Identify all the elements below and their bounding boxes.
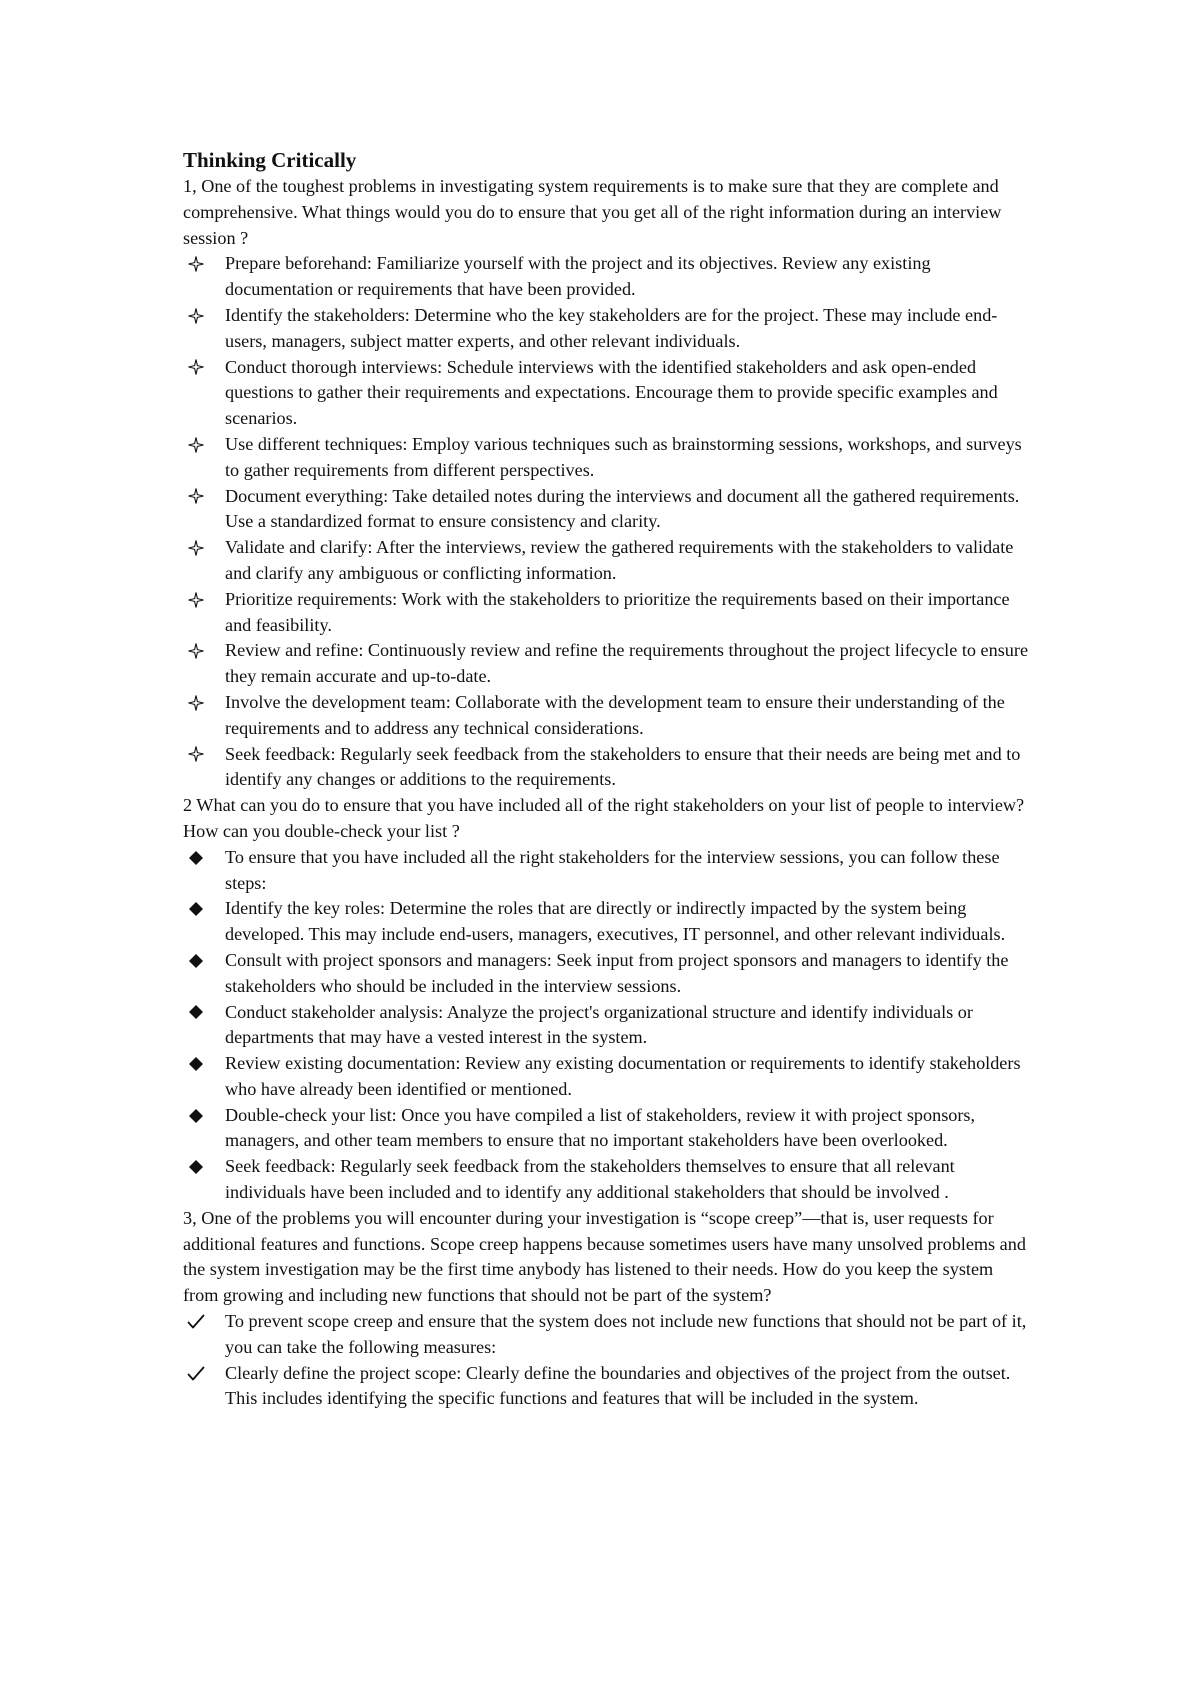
list-item-text: Prioritize requirements: Work with the stakeholders to prioritize the requirements based on their importance and feasibility. (225, 588, 1010, 635)
diamond-icon (185, 1154, 207, 1180)
diamond-icon (185, 896, 207, 922)
list-item (183, 1154, 1033, 1206)
document-title: Thinking Critically (183, 148, 357, 172)
list-item-text: Document everything: Take detailed notes during the interviews and document all the gathered requirements. Use a standardized format to ensure consistency and clarity. (225, 485, 1020, 532)
list-item-text: Seek feedback: Regularly seek feedback from the stakeholders to ensure that their needs are being met and to identify any changes or additions to the requirements. (225, 743, 1021, 790)
list-item (183, 1309, 1033, 1361)
question-2: 2 What can you do to ensure that you have included all of the right stakeholders on your list of people to interview? How can you double-check your list ? (183, 795, 1025, 841)
list-item (183, 1361, 1033, 1413)
four-point-star-icon (185, 587, 207, 613)
diamond-icon (185, 1103, 207, 1129)
list-item-text: Use different techniques: Employ various techniques such as brainstorming sessions, workshops, and surveys to gather requirements from different perspectives. (225, 433, 1022, 480)
checkmark-icon (185, 1309, 207, 1335)
list-item (183, 355, 1033, 432)
list-item (183, 638, 1033, 690)
list-item (183, 535, 1033, 587)
list-item-text: Review existing documentation: Review any existing documentation or requirements to identify stakeholders who have already been identified or mentioned. (225, 1053, 1021, 1099)
four-point-star-icon (185, 432, 207, 458)
list-item (183, 1051, 1033, 1103)
four-point-star-icon (185, 484, 207, 510)
list-item-text: Conduct stakeholder analysis: Analyze the project's organizational structure and identify individuals or departments that may have a vested interest in the system. (225, 1001, 973, 1048)
list-item (183, 432, 1033, 484)
list-item (183, 587, 1033, 639)
list-item (183, 484, 1033, 536)
document-page (183, 146, 1033, 1412)
answer-list-2 (183, 845, 1033, 1206)
list-item-text: Identify the stakeholders: Determine who the key stakeholders are for the project. These may include end-users, managers, subject matter experts, and other relevant individuals. (225, 304, 998, 351)
list-item-text: Seek feedback: Regularly seek feedback from the stakeholders themselves to ensure that all relevant individuals have been included and to identify any additional stakeholders that should be involved . (225, 1156, 955, 1203)
question-3: 3, One of the problems you will encounter during your investigation is “scope creep”—that is, user requests for additional features and functions. Scope creep happens because sometimes users have many unsolved problems and the system investigation may be the first time anybody has listened to their needs. How do you keep the system from growing and including new functions that should not be part of the system? (183, 1207, 1026, 1306)
four-point-star-icon (185, 251, 207, 277)
answer-list-3 (183, 1309, 1033, 1412)
list-item (183, 1103, 1033, 1155)
list-item-text: Clearly define the project scope: Clearly define the boundaries and objectives of the project from the outset. This includes identifying the specific functions and features that will be included in the system. (225, 1362, 1011, 1409)
list-item-text: Involve the development team: Collaborate with the development team to ensure their understanding of the requirements and to address any technical considerations. (225, 691, 1005, 738)
list-item-text: Review and refine: Continuously review and refine the requirements throughout the project lifecycle to ensure they remain accurate and up-to-date. (225, 640, 1029, 687)
list-item (183, 303, 1033, 355)
four-point-star-icon (185, 535, 207, 561)
diamond-icon (185, 948, 207, 974)
list-item (183, 742, 1033, 794)
list-item-text: Identify the key roles: Determine the roles that are directly or indirectly impacted by the system being developed. This may include end-users, managers, executives, IT personnel, and other relevant individuals. (225, 898, 1006, 945)
list-item (183, 690, 1033, 742)
answer-list-1 (183, 251, 1033, 793)
list-item-text: Consult with project sponsors and managers: Seek input from project sponsors and managers to identify the stakeholders who should be included in the interview sessions. (225, 949, 1009, 996)
checkmark-icon (185, 1361, 207, 1387)
four-point-star-icon (185, 638, 207, 664)
list-item-text: Prepare beforehand: Familiarize yourself with the project and its objectives. Review any existing documentation or requirements that have been provided. (225, 253, 931, 300)
list-item-text: To ensure that you have included all the right stakeholders for the interview sessions, you can follow these steps: (225, 846, 1000, 893)
list-item (183, 948, 1033, 1000)
list-item-text: Conduct thorough interviews: Schedule interviews with the identified stakeholders and ask open-ended questions to gather their requirements and expectations. Encourage them to provide specific examples and scenarios. (225, 356, 998, 429)
four-point-star-icon (185, 355, 207, 381)
question-1: 1, One of the toughest problems in investigating system requirements is to make sure that they are complete and comprehensive. What things would you do to ensure that you get all of the right information during an interview session ? (183, 176, 1002, 248)
diamond-icon (185, 845, 207, 871)
list-item (183, 1000, 1033, 1052)
four-point-star-icon (185, 303, 207, 329)
list-item-text: Validate and clarify: After the interviews, review the gathered requirements with the stakeholders to validate and clarify any ambiguous or conflicting information. (225, 537, 1014, 583)
diamond-icon (185, 1051, 207, 1077)
four-point-star-icon (185, 742, 207, 768)
four-point-star-icon (185, 690, 207, 716)
list-item-text: Double-check your list: Once you have compiled a list of stakeholders, review it with project sponsors, managers, and other team members to ensure that no important stakeholders have been overlooked. (225, 1104, 976, 1151)
list-item-text: To prevent scope creep and ensure that the system does not include new functions that should not be part of it, you can take the following measures: (225, 1311, 1027, 1357)
list-item (183, 251, 1033, 303)
list-item (183, 896, 1033, 948)
list-item (183, 845, 1033, 897)
diamond-icon (185, 1000, 207, 1026)
